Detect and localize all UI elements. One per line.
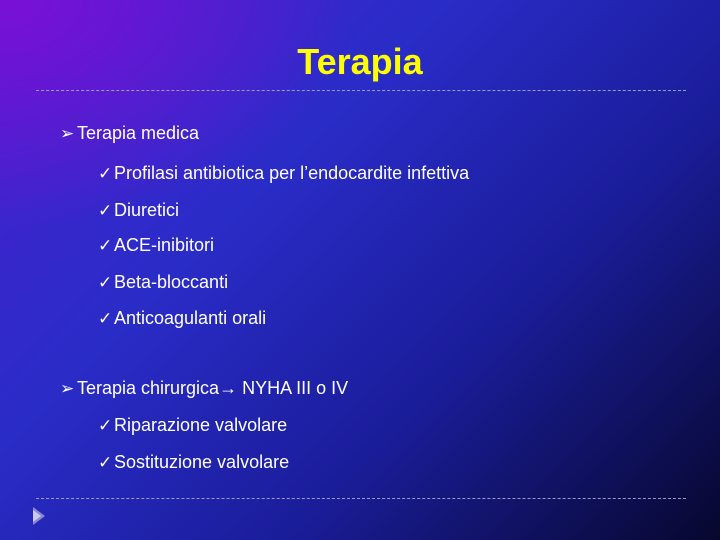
list-item-label: ACE-inibitori (114, 235, 215, 255)
section-terapia-chirurgica (60, 378, 348, 399)
section-label: Terapia chirurgica→ NYHA III o IV (77, 378, 349, 398)
checkmark-icon: ✓ (98, 273, 113, 292)
top-divider (36, 90, 686, 91)
arrow-bullet-icon: ➢ (60, 379, 75, 398)
list-item (98, 272, 228, 293)
list-item (98, 415, 287, 436)
checkmark-icon: ✓ (98, 164, 113, 183)
section-label: Terapia medica (77, 123, 200, 143)
arrow-bullet-icon: ➢ (60, 124, 75, 143)
checkmark-icon: ✓ (98, 416, 113, 435)
list-item-label: Profilasi antibiotica per l’endocardite infettiva (114, 163, 470, 183)
checkmark-icon: ✓ (98, 309, 113, 328)
next-slide-icon[interactable] (32, 506, 46, 526)
section-terapia-medica (60, 123, 199, 144)
list-item (98, 200, 179, 221)
bottom-divider (36, 498, 686, 499)
list-item-label: Sostituzione valvolare (114, 452, 290, 472)
checkmark-icon: ✓ (98, 201, 113, 220)
list-item (98, 308, 266, 329)
list-item (98, 235, 214, 256)
list-item-label: Anticoagulanti orali (114, 308, 267, 328)
list-item-label: Riparazione valvolare (114, 415, 288, 435)
slide-title: Terapia (297, 41, 423, 82)
list-item-label: Beta-bloccanti (114, 272, 229, 292)
checkmark-icon: ✓ (98, 236, 113, 255)
list-item (98, 452, 289, 473)
list-item-label: Diuretici (114, 200, 180, 220)
checkmark-icon: ✓ (98, 453, 113, 472)
list-item (98, 163, 469, 184)
